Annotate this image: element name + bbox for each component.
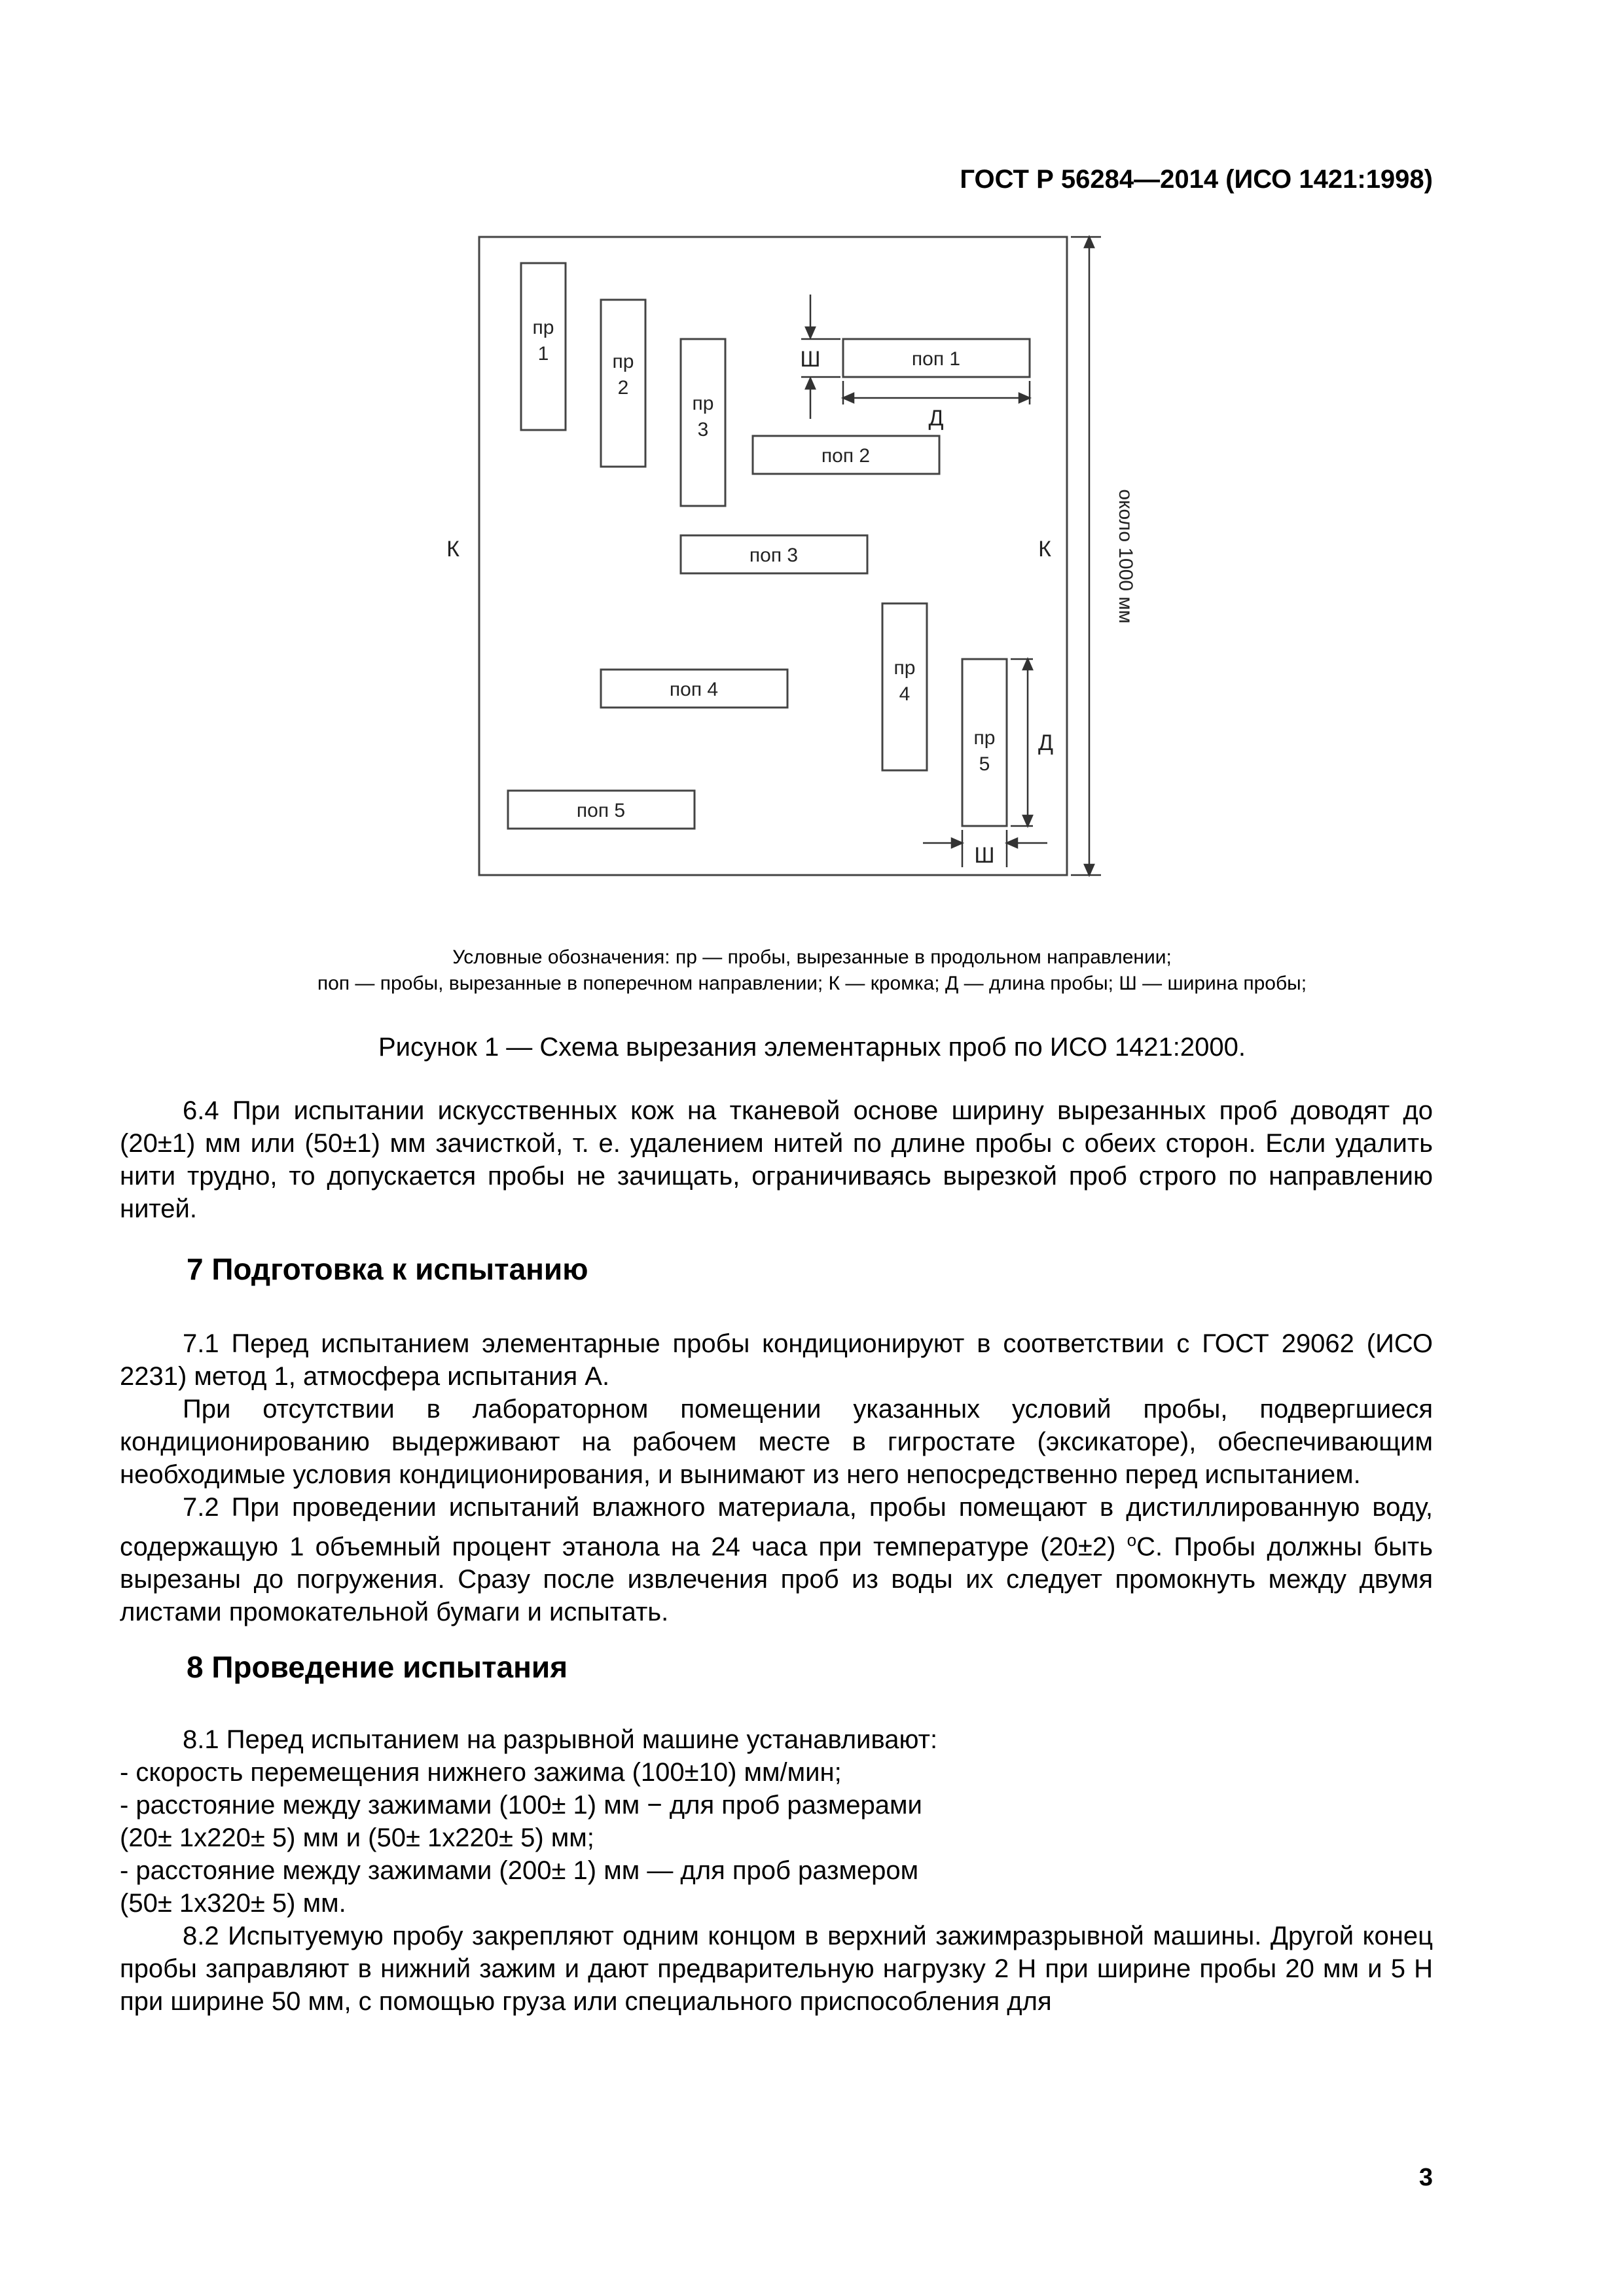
sample-pr-5 xyxy=(962,659,1007,826)
list-item-distance-100: - расстояние между зажимами (100± 1) мм − для проб размерами xyxy=(120,1791,922,1820)
sample-pr-1-label: пр xyxy=(532,317,554,338)
list-item-speed: - скорость перемещения нижнего зажима (100±10) мм/мин; xyxy=(120,1758,842,1787)
svg-text:поп 2: поп 2 xyxy=(821,445,871,467)
svg-text:1: 1 xyxy=(537,343,549,365)
list-item-size-220: (20± 1х220± 5) мм и (50± 1х220± 5) мм; xyxy=(120,1823,594,1852)
length-dimension-pop1 xyxy=(843,381,1030,404)
paragraph-7-1-conditions: При отсутствии в лабораторном помещении указанных условий пробы, подвергшиеся кондиционированию выдерживают на рабочем месте в гигростате (эксикаторе), обеспечивающим необходимые условия кондиционирования, и вынимают из него непосредственно перед испытанием. xyxy=(120,1395,1433,1489)
sheet-length-label: около 1000 мм xyxy=(1115,489,1136,624)
paragraph-7-1: 7.1 Перед испытанием элементарные пробы кондиционируют в соответствии с ГОСТ 29062 (ИСО 2231) метод 1, атмосфера испытания А. xyxy=(120,1329,1433,1391)
sample-pop-2 xyxy=(753,436,939,474)
svg-text:3: 3 xyxy=(697,419,709,440)
svg-text:пр: пр xyxy=(973,727,996,749)
sample-pop-5 xyxy=(508,791,695,829)
svg-text:5: 5 xyxy=(979,753,990,775)
svg-text:2: 2 xyxy=(617,377,629,399)
svg-text:4: 4 xyxy=(899,683,911,705)
figure-legend-line-2: поп — пробы, вырезанные в поперечном направлении; К — кромка; Д — длина пробы; Ш — ширина пробы; xyxy=(317,973,1307,994)
svg-text:пр: пр xyxy=(692,393,714,414)
section-7-body xyxy=(120,1327,1433,1628)
paragraph-8-2: 8.2 Испытуемую пробу закрепляют одним концом в верхний зажимразрывной машины. Другой конец пробы заправляют в нижний зажим и дают предварительную нагрузку 2 Н при ширине пробы 20 мм и 5 Н при ширине 50 мм, с помощью груза или специального приспособления для xyxy=(120,1922,1433,2016)
svg-text:пр: пр xyxy=(893,657,916,679)
sample-pop-3 xyxy=(681,535,867,573)
section-8-body xyxy=(120,1723,1433,2018)
cutting-scheme-svg xyxy=(367,229,1146,890)
degree-symbol: o xyxy=(1127,1530,1137,1550)
length-symbol-pop1: Д xyxy=(928,406,944,431)
paragraph-6-4: 6.4 При испытании искусственных кож на тканевой основе ширину вырезанных проб доводят до (20±1) мм или (50±1) мм зачисткой, т. е. удалением нитей по длине пробы с обеих сторон. Если удалить нити трудно, то допускается пробы не зачищать, ограничиваясь вырезкой проб строго по направлению нитей. xyxy=(120,1096,1433,1223)
edge-right-label: К xyxy=(1038,537,1051,562)
cutting-scheme-figure xyxy=(367,229,1146,890)
document-header: ГОСТ Р 56284—2014 (ИСО 1421:1998) xyxy=(960,165,1433,194)
svg-text:поп 3: поп 3 xyxy=(749,545,799,566)
width-symbol-pr5: Ш xyxy=(974,843,995,868)
list-item-size-320: (50± 1х320± 5) мм. xyxy=(120,1889,346,1918)
paragraph-8-1: 8.1 Перед испытанием на разрывной машине устанавливают: xyxy=(183,1725,938,1754)
paragraph-6-4-block xyxy=(120,1094,1433,1225)
sample-pr-4 xyxy=(882,603,927,770)
svg-text:поп 1: поп 1 xyxy=(911,348,961,370)
sample-pr-1 xyxy=(521,263,566,430)
sample-pop-1 xyxy=(843,339,1030,377)
section-7-heading: 7 Подготовка к испытанию xyxy=(187,1252,588,1286)
svg-text:поп 4: поп 4 xyxy=(669,679,719,700)
svg-text:пр: пр xyxy=(612,351,634,372)
sample-pop-4 xyxy=(601,670,787,708)
figure-legend-line-1: Условные обозначения: пр — пробы, вырезанные в продольном направлении; xyxy=(452,946,1172,968)
length-dimension-pr5 xyxy=(1011,659,1033,826)
section-8-heading: 8 Проведение испытания xyxy=(187,1650,568,1684)
length-symbol-pr5: Д xyxy=(1038,730,1054,755)
sample-pr-2 xyxy=(601,300,645,467)
sheet-length-dimension xyxy=(1071,237,1101,875)
paragraph-7-2: 7.2 При проведении испытаний влажного материала, пробы помещают в дистиллированную воду, содержащую 1 объемный процент этанола на 24 часа при температуре (20±2) $^o$С. Пробы должны быть вырезаны до погружения. Сразу после извлечения проб из воды их следует промокнуть между двумя листами промокательной бумаги и испытать. xyxy=(120,1493,1433,1627)
width-symbol-pop1: Ш xyxy=(800,347,821,372)
page-number: 3 xyxy=(1418,2164,1433,2191)
edge-left-label: К xyxy=(446,537,460,562)
figure-caption: Рисунок 1 — Схема вырезания элементарных проб по ИСО 1421:2000. xyxy=(378,1033,1246,1062)
svg-text:поп 5: поп 5 xyxy=(576,800,626,821)
sample-pr-3 xyxy=(681,339,725,506)
list-item-distance-200: - расстояние между зажимами (200± 1) мм — для проб размером xyxy=(120,1856,919,1885)
